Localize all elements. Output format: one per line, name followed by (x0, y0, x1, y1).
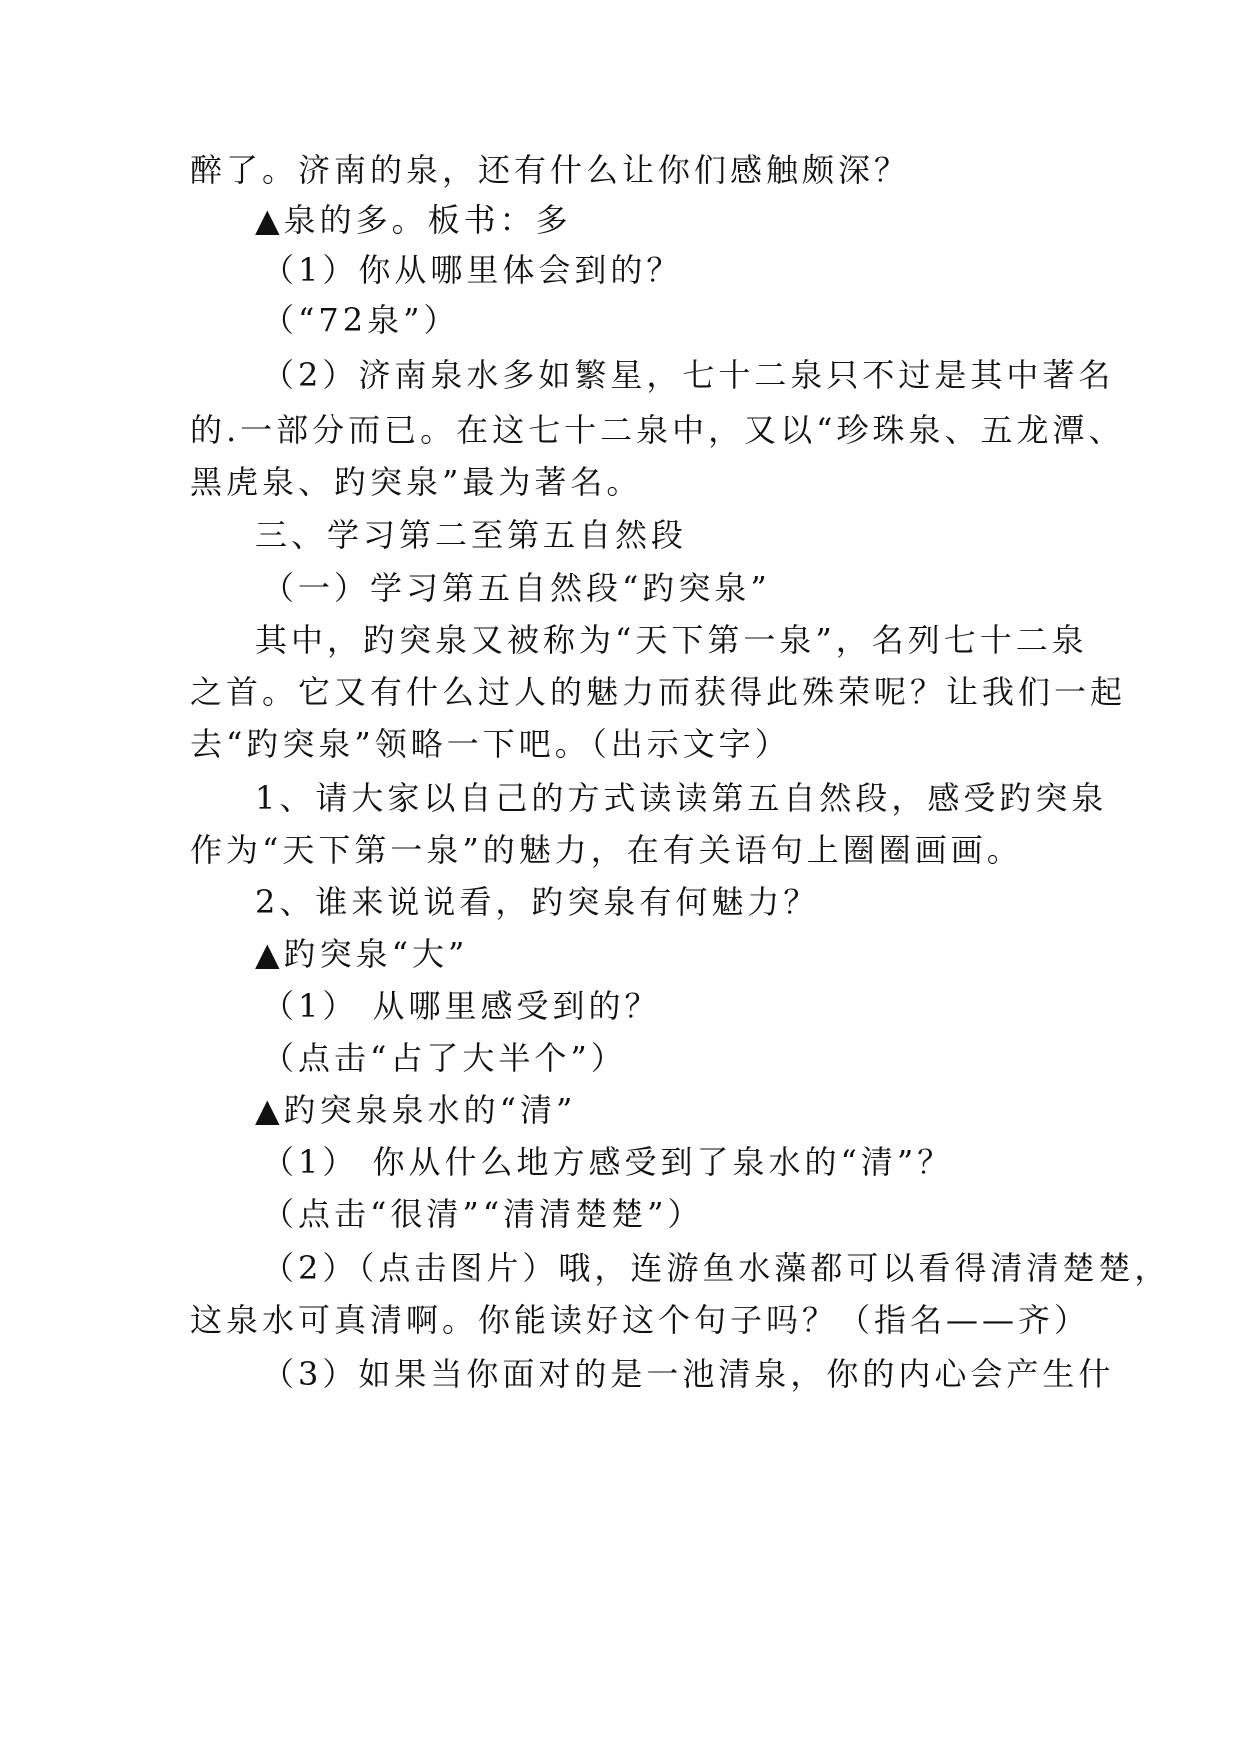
text-line: （2）（点击图片）哦，连游鱼水藻都可以看得清清楚楚， (262, 1249, 1171, 1287)
text-line: 作为“天下第一泉”的魅力，在有关语句上圈圈画画。 (190, 831, 1023, 869)
text-line: 2、谁来说说看，趵突泉有何魅力？ (255, 883, 820, 921)
text-line: 其中，趵突泉又被称为“天下第一泉”，名列七十二泉 (255, 621, 1088, 659)
text-line: 的.一部分而已。在这七十二泉中，又以“珍珠泉、五龙潭、 (190, 411, 1125, 449)
subsection-heading: （一）学习第五自然段“趵突泉” (262, 569, 771, 607)
text-line: （点击“很清”“清清楚楚”） (262, 1195, 704, 1233)
text-line: （点击“占了大半个”） (262, 1039, 627, 1077)
section-heading: 三、学习第二至第五自然段 (255, 516, 688, 554)
text-line: （1） 你从什么地方感受到了泉水的“清”？ (262, 1143, 954, 1181)
text-line: ▲趵突泉“大” (255, 935, 469, 973)
text-line: 之首。它又有什么过人的魅力而获得此殊荣呢？让我们一起 (190, 673, 1127, 711)
text-line: 醉了。济南的泉，还有什么让你们感触颇深？ (190, 151, 911, 189)
text-line: ▲泉的多。板书：多 (255, 201, 572, 239)
text-line: （1） 从哪里感受到的？ (262, 987, 661, 1025)
text-line: （2）济南泉水多如繁星，七十二泉只不过是其中著名 (262, 356, 1115, 394)
text-line: （“72泉”） (262, 301, 460, 339)
text-line: （1）你从哪里体会到的？ (262, 251, 683, 289)
text-line: 黑虎泉、趵突泉”最为著名。 (190, 463, 643, 501)
text-line: 去“趵突泉”领略一下吧。（出示文字） (190, 725, 791, 763)
text-line: 这泉水可真清啊。你能读好这个句子吗？（指名——齐） (190, 1301, 1091, 1339)
text-line: 1、请大家以自己的方式读读第五自然段，感受趵突泉 (255, 779, 1108, 817)
text-line: （3）如果当你面对的是一池清泉，你的内心会产生什 (262, 1355, 1115, 1393)
text-line: ▲趵突泉泉水的“清” (255, 1091, 577, 1129)
